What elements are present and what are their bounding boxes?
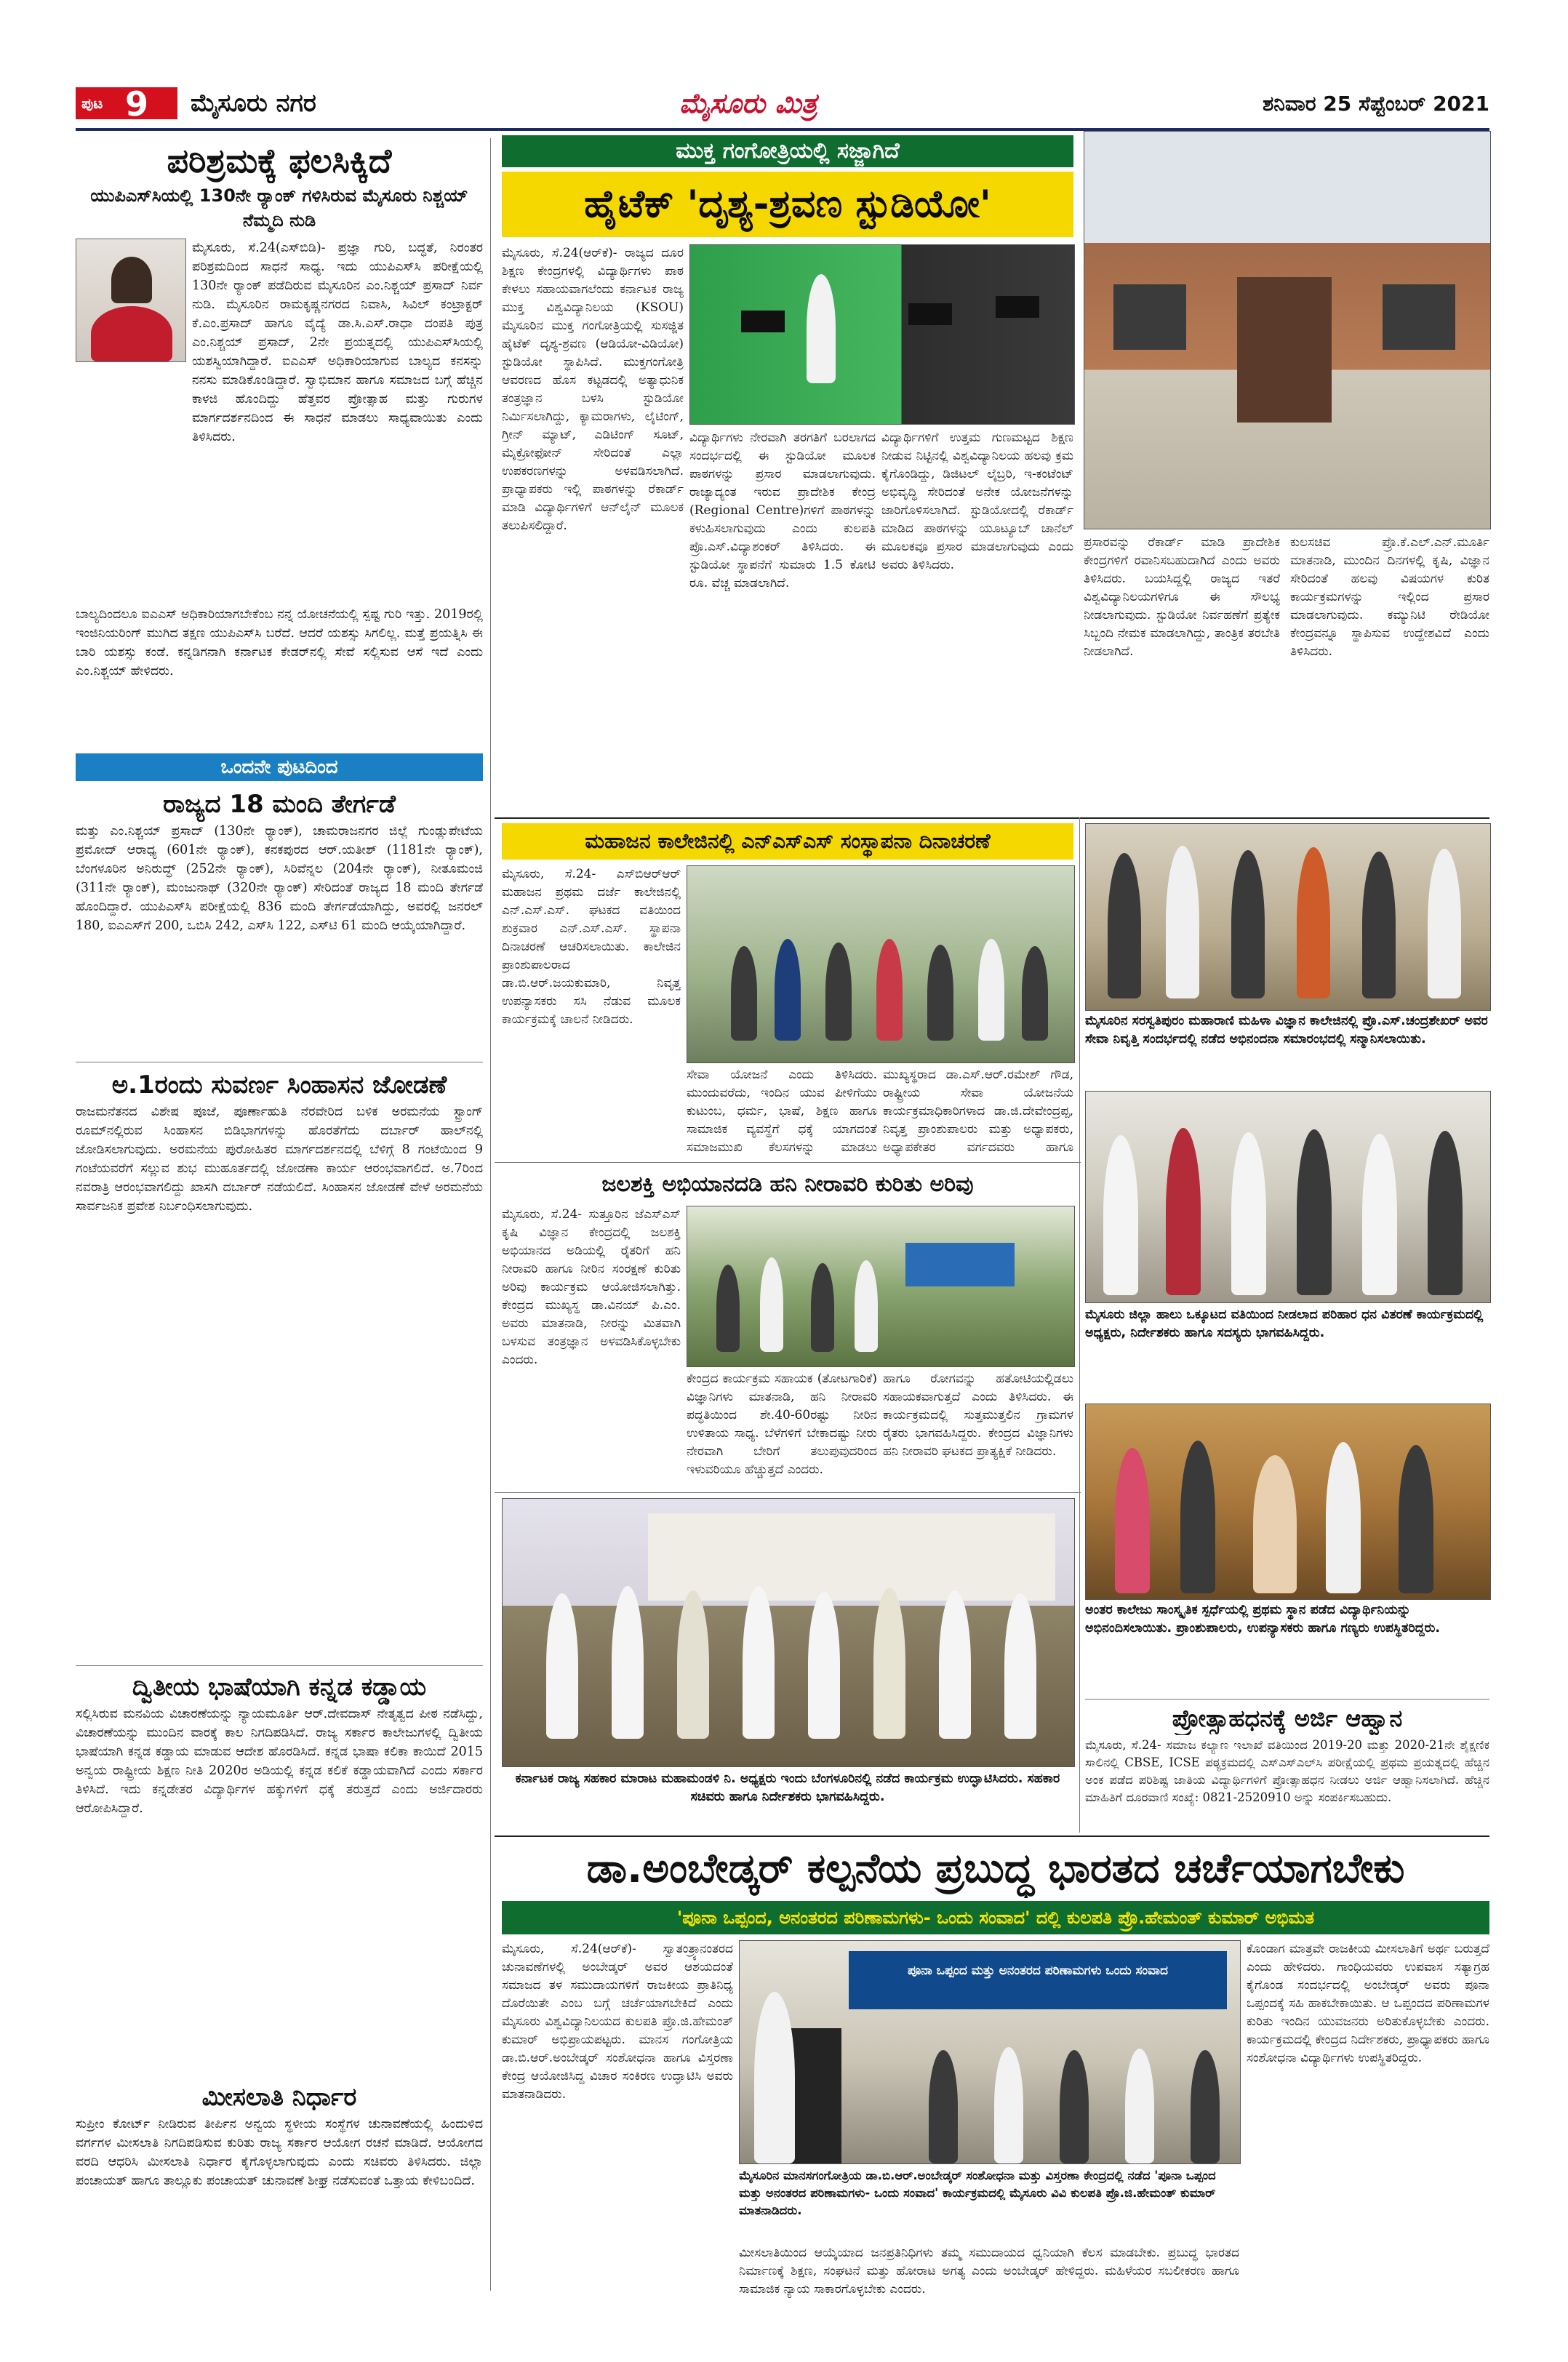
portrait-body — [91, 306, 172, 361]
paper-name: ಮೈಸೂರು ಮಿತ್ರ — [679, 87, 817, 119]
felicitation-person — [1103, 1135, 1138, 1295]
coop-photo — [502, 1498, 1075, 1767]
jal-person — [811, 1263, 834, 1352]
ambedkar-banner-text: ಪೂನಾ ಒಪ್ಪಂದ ಮತ್ತು ಅನಂತರದ ಪರಿಣಾಮಗಳು ಒಂದು ಸಂವಾದ — [908, 1963, 1168, 1978]
article-roster-body: ಸುಪ್ರೀಂ ಕೋರ್ಟ್ ನೀಡಿರುವ ತೀರ್ಪಿನ ಅನ್ವಯ ಸ್ಥಳೀಯ ಸಂಸ್ಥೆಗಳ ಚುನಾವಣೆಯಲ್ಲಿ ಹಿಂದುಳಿದ ವರ್ಗಗಳ ಮೀಸಲಾತಿ ನಿಗದಿಪಡಿಸುವ ಕುರಿತು ರಾಜ್ಯ ಸರ್ಕಾರ ಆಯೋಗ ರಚನೆ ಮಾಡಿದೆ. ಆಯೋಗದ ವರದಿ ಆಧರಿಸಿ ಮೀಸಲಾತಿ ನಿರ್ಧಾರ ಕೈಗೊಳ್ಳಲಾಗುವುದು ಎಂದು ಸಚಿವರು ತಿಳಿಸಿದರು. ಜಿಲ್ಲಾ ಪಂಚಾಯತ್ ಹಾಗೂ ತಾಲ್ಲೂಕು ಪಂಚಾಯತ್ ಚುನಾವಣೆ ಶೀಘ್ರ ನಡೆಸುವಂತೆ ಒತ್ತಾಯ ಕೇಳಿಬಂದಿದೆ. — [76, 2117, 483, 2188]
ambedkar-headline: ಡಾ.ಅಂಬೇಡ್ಕರ್ ಕಲ್ಪನೆಯ ಪ್ರಬುದ್ಧ ಭಾರತದ ಚರ್ಚೆಯಾಗಬೇಕು — [586, 1845, 1405, 1892]
felicitation-person — [1231, 1132, 1266, 1295]
rule-before-ambedkar — [495, 1835, 1489, 1837]
rule-before-award — [1085, 1699, 1489, 1700]
studio-kicker-text: ಮುಕ್ತ ಗಂಗೋತ್ರಿಯಲ್ಲಿ ಸಜ್ಜಾಗಿದೆ — [676, 138, 900, 164]
felicitation-person — [1297, 847, 1330, 998]
article-roster — [76, 2080, 483, 2289]
article-kannada-headline: ದ್ವಿತೀಯ ಭಾಷೆಯಾಗಿ ಕನ್ನಡ ಕಡ್ಡಾಯ — [132, 1673, 427, 1702]
studio-body-left: ಮೈಸೂರು, ಸೆ.24(ಆರ್‌ಕೆ)- ರಾಜ್ಯದ ದೂರ ಶಿಕ್ಷಣ ಕೇಂದ್ರಗಳಲ್ಲಿ ವಿದ್ಯಾರ್ಥಿಗಳು ಪಾಠ ಕೇಳಲು ಸಹಾಯವಾಗಲೆಂದು ಕರ್ನಾಟಕ ರಾಜ್ಯ ಮುಕ್ತ ವಿಶ್ವವಿದ್ಯಾನಿಲಯ (KSOU) ಮೈಸೂರಿನ ಮುಕ್ತ ಗಂಗೋತ್ರಿಯಲ್ಲಿ ಸುಸಜ್ಜಿತ ಹೈಟೆಕ್ ದೃಶ್ಯ-ಶ್ರವಣ (ಆಡಿಯೋ-ವಿಡಿಯೋ) ಸ್ಟುಡಿಯೋ ಸ್ಥಾಪಿಸಿದೆ. ಮುಕ್ತಗಂಗೋತ್ರಿ ಆವರಣದ ಹೊಸ ಕಟ್ಟಡದಲ್ಲಿ ಅತ್ಯಾಧುನಿಕ ತಂತ್ರಜ್ಞಾನ ಬಳಸಿ ಸ್ಟುಡಿಯೋ ನಿರ್ಮಿಸಲಾಗಿದ್ದು, ಕ್ಯಾಮರಾಗಳು, ಲೈಟಿಂಗ್, ಗ್ರೀನ್ ಮ್ಯಾಟ್, ಎಡಿಟಿಂಗ್ ಸೂಟ್, ಮೈಕ್ರೋಫೋನ್ ಸೇರಿದಂತೆ ಎಲ್ಲಾ ಉಪಕರಣಗಳನ್ನು ಅಳವಡಿಸಲಾಗಿದೆ. ಪ್ರಾಧ್ಯಾಪಕರು ಇಲ್ಲಿ ಪಾಠಗಳನ್ನು ರೆಕಾರ್ಡ್ ಮಾಡಿ ವಿದ್ಯಾರ್ಥಿಗಳಿಗೆ ಆನ್‌ಲೈನ್ ಮೂಲಕ ತಲುಪಿಸಲಿದ್ದಾರೆ. — [502, 246, 684, 533]
jal-body-mid: ಕೇಂದ್ರದ ಕಾರ್ಯಕ್ರಮ ಸಹಾಯಕ (ತೋಟಗಾರಿಕೆ) ವಿಜ್ಞಾನಿಗಳು ಮಾತನಾಡಿ, ಹನಿ ನೀರಾವರಿ ಪದ್ಧತಿಯಿಂದ ಶೇ.40-60ರಷ್ಟು ನೀರಿನ ಉಳಿತಾಯ ಸಾಧ್ಯ. ಬೆಳೆಗಳಿಗೆ ಬೇಕಾದಷ್ಟು ನೀರು ನೇರವಾಗಿ ಬೇರಿಗೆ ತಲುಪುವುದರಿಂದ ಇಳುವರಿಯೂ ಹೆಚ್ಚುತ್ತದೆ ಎಂದರು. — [687, 1372, 877, 1477]
ambedkar-photo-caption: ಮೈಸೂರಿನ ಮಾನಸಗಂಗೋತ್ರಿಯ ಡಾ.ಬಿ.ಆರ್.ಅಂಬೇಡ್ಕರ್ ಸಂಶೋಧನಾ ಮತ್ತು ವಿಸ್ತರಣಾ ಕೇಂದ್ರದಲ್ಲಿ ನಡೆದ 'ಪೂನಾ ಒಪ್ಪಂದ ಮತ್ತು ಅನಂತರದ ಪರಿಣಾಮಗಳು- ಒಂದು ಸಂವಾದ' ಕಾರ್ಯಕ್ರಮದಲ್ಲಿ ಮೈಸೂರು ವಿವಿ ಕುಲಪತಿ ಪ್ರೊ.ಜಿ.ಹೇಮಂತ್ ಕುಮಾರ್ ಮಾತನಾಡಿದರು. — [739, 2169, 1216, 2217]
studio-body-far: ಪ್ರಸಾರವನ್ನು ರೆಕಾರ್ಡ್ ಮಾಡಿ ಪ್ರಾದೇಶಿಕ ಕೇಂದ್ರಗಳಿಗೆ ರವಾನಿಸಬಹುದಾಗಿದೆ ಎಂದು ಅವರು ತಿಳಿಸಿದರು. ಬಯಸಿದ್ದಲ್ಲಿ ರಾಜ್ಯದ ಇತರೆ ವಿಶ್ವವಿದ್ಯಾನಿಲಯಗಳಿಗೂ ಈ ಸೌಲಭ್ಯ ನೀಡಲಾಗುವುದು. ಸ್ಟುಡಿಯೋ ನಿರ್ವಹಣೆಗೆ ಪ್ರತ್ಯೇಕ ಸಿಬ್ಬಂದಿ ನೇಮಕ ಮಾಡಲಾಗಿದ್ದು, ತಾಂತ್ರಿಕ ತರಬೇತಿ ನೀಡಲಾಗಿದೆ. — [1084, 535, 1280, 659]
article-kannada-body: ಸಲ್ಲಿಸಿರುವ ಮನವಿಯ ವಿಚಾರಣೆಯನ್ನು ನ್ಯಾಯಮೂರ್ತಿ ಆರ್.ದೇವದಾಸ್ ನೇತೃತ್ವದ ಪೀಠ ನಡೆಸಿದ್ದು, ವಿಚಾರಣೆಯನ್ನು ಮುಂದಿನ ವಾರಕ್ಕೆ ಕಾಲ ನಿಗದಿಪಡಿಸಿದೆ. ರಾಜ್ಯ ಸರ್ಕಾರ ಕಾಲೇಜುಗಳಲ್ಲಿ ದ್ವಿತೀಯ ಭಾಷೆಯಾಗಿ ಕನ್ನಡ ಕಡ್ಡಾಯ ಮಾಡುವ ಆದೇಶ ಹೊರಡಿಸಿದೆ. ಕನ್ನಡ ಭಾಷಾ ಕಲಿಕಾ ಕಾಯಿದೆ 2015 ಅನ್ವಯ ರಾಷ್ಟ್ರೀಯ ಶಿಕ್ಷಣ ನೀತಿ 2020ರ ಅಡಿಯಲ್ಲಿ ಕನ್ನಡ ಕಲಿಕೆ ಕಡ್ಡಾಯವಾಗಿದೆ ಎಂದು ಸರ್ಕಾರ ತಿಳಿಸಿದೆ. ಇದು ಕನ್ನಡೇತರ ವಿದ್ಯಾರ್ಥಿಗಳ ಹಕ್ಕುಗಳಿಗೆ ಧಕ್ಕೆ ತರುತ್ತದೆ ಎಂದು ಅರ್ಜಿದಾರರು ಆರೋಪಿಸಿದ್ದಾರೆ. — [76, 1707, 483, 1816]
studio-camera-1 — [741, 311, 785, 332]
studio-camera-2 — [908, 303, 952, 325]
jal-headline: ಜಲಶಕ್ತಿ ಅಭಿಯಾನದಡಿ ಹನಿ ನೀರಾವರಿ ಕುರಿತು ಅರಿವು — [601, 1172, 974, 1197]
ranker-portrait — [76, 239, 186, 362]
felicitation-person — [1180, 1441, 1215, 1593]
felicitation-person — [1297, 1129, 1332, 1295]
felicitation-caption-1: ಮೈಸೂರಿನ ಸರಸ್ವತಿಪುರಂ ಮಹಾರಾಣಿ ಮಹಿಳಾ ವಿಜ್ಞಾನ ಕಾಲೇಜಿನಲ್ಲಿ ಪ್ರೊ.ಎಸ್.ಚಂದ್ರಶೇಖರ್ ಅವರ ಸೇವಾ ನಿವೃತ್ತಿ ಸಂದರ್ಭದಲ್ಲಿ ನಡೆದ ಅಭಿನಂದನಾ ಸಮಾರಂಭದಲ್ಲಿ ಸನ್ಮಾನಿಸಲಾಯಿತು. — [1085, 1014, 1488, 1046]
rule-under-nss — [495, 1162, 1081, 1163]
jal-body-right: ಹಾಗೂ ರೋಗವನ್ನು ಹತೋಟಿಯಲ್ಲಿಡಲು ಸಹಾಯಕವಾಗುತ್ತದೆ ಎಂದು ತಿಳಿಸಿದರು. ಈ ಕಾರ್ಯಕ್ರಮದಲ್ಲಿ ಸುತ್ತಮುತ್ತಲಿನ ಗ್ರಾಮಗಳ ರೈತರು ಭಾಗವಹಿಸಿದ್ದರು. ಕೇಂದ್ರದ ವಿಜ್ಞಾನಿಗಳು ಹನಿ ನೀರಾವರಿ ಘಟಕದ ಪ್ರಾತ್ಯಕ್ಷಿಕೆ ನೀಡಿದರು. — [883, 1372, 1073, 1459]
nss-headline-box — [502, 823, 1073, 860]
studio-body-far2: ಕುಲಸಚಿವ ಪ್ರೊ.ಕೆ.ಎಲ್.ಎನ್.ಮೂರ್ತಿ ಮಾತನಾಡಿ, ಮುಂದಿನ ದಿನಗಳಲ್ಲಿ ಕೃಷಿ, ವಿಜ್ಞಾನ ಸೇರಿದಂತೆ ಹಲವು ವಿಷಯಗಳ ಕುರಿತ ಕಾರ್ಯಕ್ರಮಗಳನ್ನು ಇಲ್ಲಿಂದ ಪ್ರಸಾರ ಮಾಡಲಾಗುವುದು. ಕಮ್ಯುನಿಟಿ ರೇಡಿಯೋ ಕೇಂದ್ರವನ್ನೂ ಸ್ಥಾಪಿಸುವ ಉದ್ದೇಶವಿದೆ ಎಂದು ತಿಳಿಸಿದರು. — [1290, 535, 1489, 659]
article-ranker-body-bottom: ಬಾಲ್ಯದಿಂದಲೂ ಐಎಎಸ್ ಅಧಿಕಾರಿಯಾಗಬೇಕೆಂಬ ನನ್ನ ಯೋಚನೆಯಲ್ಲಿ ಸ್ಪಷ್ಟ ಗುರಿ ಇತ್ತು. 2019ರಲ್ಲಿ ಇಂಜಿನಿಯರಿಂಗ್ ಮುಗಿದ ತಕ್ಷಣ ಯುಪಿಎಸ್‌ಸಿ ಬರೆದೆ. ಆದರೆ ಯಶಸ್ಸು ಸಿಗಲಿಲ್ಲ. ಮತ್ತೆ ಪ್ರಯತ್ನಿಸಿ ಈ ಬಾರಿ ಯಶಸ್ಸು ಕಂಡೆ. ಕನ್ನಡಿಗನಾಗಿ ಕರ್ನಾಟಕ ಕೇಡರ್‌ನಲ್ಲಿ ಸೇವೆ ಸಲ್ಲಿಸುವ ಆಸೆ ಇದೆ ಎಂದು ಎಂ.ನಿಶ್ಚಯ್ ಹೇಳಿದರು. — [76, 607, 483, 678]
article-ranker — [76, 138, 483, 787]
coop-caption: ಕರ್ನಾಟಕ ರಾಜ್ಯ ಸಹಕಾರ ಮಾರಾಟ ಮಹಾಮಂಡಳಿ ನಿ. ಅಧ್ಯಕ್ಷರು ಇಂದು ಬೆಂಗಳೂರಿನಲ್ಲಿ ನಡೆದ ಕಾರ್ಯಕ್ರಮ ಉದ್ಘಾಟಿಸಿದರು. ಸಹಕಾರ ಸಚಿವರು ಹಾಗೂ ನಿರ್ದೇಶಕರು ಭಾಗವಹಿಸಿದ್ದರು. — [515, 1772, 1060, 1804]
felicitation-caption-2: ಮೈಸೂರು ಜಿಲ್ಲಾ ಹಾಲು ಒಕ್ಕೂಟದ ವತಿಯಿಂದ ನೀಡಲಾದ ಪರಿಹಾರ ಧನ ವಿತರಣೆ ಕಾರ್ಯಕ್ರಮದಲ್ಲಿ ಅಧ್ಯಕ್ಷರು, ನಿರ್ದೇಶಕರು ಹಾಗೂ ಸದಸ್ಯರು ಭಾಗವಹಿಸಿದ್ದರು. — [1085, 1308, 1484, 1340]
coop-stage-banner — [648, 1513, 1055, 1601]
felicitation-person — [1115, 1448, 1150, 1593]
ambedkar-person — [1191, 2050, 1220, 2163]
felicitation-person — [1428, 849, 1461, 998]
building-window-right — [1383, 284, 1455, 350]
nss-body-right: ಮುಖ್ಯಸ್ಥರಾದ ಡಾ.ಎಸ್.ಆರ್.ರಮೇಶ್ ಗೌಡ, ರಾಷ್ಟ್ರೀಯ ಸೇವಾ ಯೋಜನೆಯ ಕಾರ್ಯಕ್ರಮಾಧಿಕಾರಿಗಳಾದ ಡಾ.ಜಿ.ದೇವೇಂದ್ರಪ್ಪ, ನಿವೃತ್ತ ಪ್ರಾಂಶುಪಾಲರು ಮತ್ತು ಅಧ್ಯಾಪಕರು, ಅಧ್ಯಾಪಕೇತರ ವರ್ಗದವರು ಹಾಗೂ — [883, 1068, 1073, 1155]
rule-under-jal — [495, 1492, 1081, 1493]
ambedkar-body-right: ಕೊಂಡಾಗ ಮಾತ್ರವೇ ರಾಜಕೀಯ ಮೀಸಲಾತಿಗೆ ಅರ್ಥ ಬರುತ್ತದೆ ಎಂದು ಹೇಳಿದರು. ಗಾಂಧಿಯವರು ಉಪವಾಸ ಸತ್ಯಾಗ್ರಹ ಕೈಗೊಂಡ ಸಂದರ್ಭದಲ್ಲಿ ಅಂಬೇಡ್ಕರ್ ಅವರು ಪೂನಾ ಒಪ್ಪಂದಕ್ಕೆ ಸಹಿ ಹಾಕಬೇಕಾಯಿತು. ಆ ಒಪ್ಪಂದದ ಪರಿಣಾಮಗಳ ಕುರಿತು ಇಂದಿನ ಯುವಜನರು ಅರಿತುಕೊಳ್ಳಬೇಕು ಎಂದರು. ಕಾರ್ಯಕ್ರಮದಲ್ಲಿ ಕೇಂದ್ರದ ನಿರ್ದೇಶಕರು, ಪ್ರಾಧ್ಯಾಪಕರು ಹಾಗೂ ಸಂಶೋಧನಾ ವಿದ್ಯಾರ್ಥಿಗಳು ಉಪಸ್ಥಿತರಿದ್ದರು. — [1247, 1942, 1489, 2065]
studio-camera-3 — [996, 296, 1039, 318]
felicitation-person — [1362, 852, 1396, 998]
article-roster-headline: ಮೀಸಲಾತಿ ನಿರ್ಧಾರ — [201, 2083, 357, 2112]
portrait-head — [111, 257, 152, 303]
ambedkar-banner — [849, 1951, 1227, 2009]
felicitation-photo-2 — [1085, 1091, 1491, 1303]
jal-body-left: ಮೈಸೂರು, ಸೆ.24- ಸುತ್ತೂರಿನ ಜೆಎಸ್‌ಎಸ್ ಕೃಷಿ ವಿಜ್ಞಾನ ಕೇಂದ್ರದಲ್ಲಿ ಜಲಶಕ್ತಿ ಅಭಿಯಾನದ ಅಡಿಯಲ್ಲಿ ರೈತರಿಗೆ ಹನಿ ನೀರಾವರಿ ಹಾಗೂ ನೀರಿನ ಸಂರಕ್ಷಣೆ ಕುರಿತು ಅರಿವು ಕಾರ್ಯಕ್ರಮ ಆಯೋಜಿಸಲಾಗಿತ್ತು. ಕೇಂದ್ರದ ಮುಖ್ಯಸ್ಥ ಡಾ.ವಿನಯ್ ಪಿ.ಎಂ. ಅವರು ಮಾತನಾಡಿ, ನೀರನ್ನು ಮಿತವಾಗಿ ಬಳಸುವ ತಂತ್ರಜ್ಞಾನ ಅಳವಡಿಸಿಕೊಳ್ಳಬೇಕು ಎಂದರು. — [502, 1207, 681, 1367]
nss-person — [775, 939, 801, 1041]
rule-before-kannada — [76, 1665, 483, 1666]
article-ranks — [76, 787, 483, 1054]
nss-person — [876, 939, 903, 1041]
felicitation-person — [1108, 853, 1141, 998]
nss-body-left: ಮೈಸೂರು, ಸೆ.24- ಎಸ್‌ಬಿಆರ್‌ಆರ್ ಮಹಾಜನ ಪ್ರಥಮ ದರ್ಜೆ ಕಾಲೇಜಿನಲ್ಲಿ ಎನ್.ಎಸ್.ಎಸ್. ಘಟಕದ ವತಿಯಿಂದ ಶುಕ್ರವಾರ ಎನ್.ಎಸ್.ಎಸ್. ಸ್ಥಾಪನಾ ದಿನಾಚರಣೆ ಆಚರಿಸಲಾಯಿತು. ಕಾಲೇಜಿನ ಪ್ರಾಂಶುಪಾಲರಾದ ಡಾ.ಬಿ.ಆರ್.ಜಯಕುಮಾರಿ, ನಿವೃತ್ತ ಉಪನ್ಯಾಸಕರು ಸಸಿ ನೆಡುವ ಮೂಲಕ ಕಾರ್ಯಕ್ರಮಕ್ಕೆ ಚಾಲನೆ ನೀಡಿದರು. — [502, 867, 681, 1027]
felicitation-photo-1 — [1085, 823, 1491, 1011]
article-ranker-body-top: ಮೈಸೂರು, ಸೆ.24(ಎಸ್‌ಬಿಡಿ)- ಪ್ರಜ್ಞಾ ಗುರಿ, ಬದ್ಧತೆ, ನಿರಂತರ ಪರಿಶ್ರಮದಿಂದ ಸಾಧನೆ ಸಾಧ್ಯ. ಇದು ಯುಪಿಎಸ್‌ಸಿ ಪರೀಕ್ಷೆಯಲ್ಲಿ 130ನೇ ರ್‍ಯಾಂಕ್ ಪಡೆದಿರುವ ಮೈಸೂರಿನ ಎಂ.ನಿಶ್ಚಯ್ ಪ್ರಸಾದ್ ನಿರ್ವ ನುಡಿ. ಮೈಸೂರಿನ ರಾಮಕೃಷ್ಣನಗರದ ನಿವಾಸಿ, ಸಿವಿಲ್ ಕಂಟ್ರಾಕ್ಟರ್ ಕೆ.ಎಂ.ಪ್ರಸಾದ್ ಹಾಗೂ ವೈದ್ಯೆ ಡಾ.ಸಿ.ಎಸ್.ರಾಧಾ ದಂಪತಿ ಪುತ್ರ ಎಂ.ನಿಶ್ಚಯ್ ಪ್ರಸಾದ್, 2ನೇ ಪ್ರಯತ್ನದಲ್ಲಿ ಯುಪಿಎಸ್‌ಸಿಯಲ್ಲಿ ಯಶಸ್ವಿಯಾಗಿದ್ದಾರೆ. ಐಎಎಸ್ ಅಧಿಕಾರಿಯಾಗುವ ಬಾಲ್ಯದ ಕನಸನ್ನು ನನಸು ಮಾಡಿಕೊಂಡಿದ್ದಾರೆ. ಸ್ವಾಭಿಮಾನ ಹಾಗೂ ಸಮಾಜದ ಬಗ್ಗೆ ಹೆಚ್ಚಿನ ಕಾಳಜಿ ಹೊಂದಿದ್ದು ಹೆತ್ತವರ ಪ್ರೋತ್ಸಾಹ ಮತ್ತು ಗುರುಗಳ ಮಾರ್ಗದರ್ಶನದಿಂದ ಈ ಸಾಧನೆ ಮಾಡಲು ಸಾಧ್ಯವಾಯಿತು ಎಂದು ತಿಳಿಸಿದರು. — [192, 241, 483, 444]
article-ranks-headline: ರಾಜ್ಯದ 18 ಮಂದಿ ತೇರ್ಗಡೆ — [163, 790, 396, 819]
felicitation-person — [1399, 1445, 1433, 1593]
ambedkar-person — [1125, 2049, 1154, 2163]
masthead — [76, 86, 1489, 124]
article-throne-body: ರಾಜಮನೆತನದ ವಿಶೇಷ ಪೂಜೆ, ಪೂರ್ಣಾಹುತಿ ನೆರವೇರಿದ ಬಳಿಕ ಅರಮನೆಯ ಸ್ಟ್ರಾಂಗ್ ರೂಮ್‌ನಲ್ಲಿರುವ ಸಿಂಹಾಸನ ಬಿಡಿಭಾಗಗಳನ್ನು ಹೊರತೆಗೆದು ದರ್ಬಾರ್ ಹಾಲ್‌ನಲ್ಲಿ ಜೋಡಿಸಲಾಗುವುದು. ಅರಮನೆಯ ಪುರೋಹಿತರ ಮಾರ್ಗದರ್ಶನದಲ್ಲಿ ಬೆಳಿಗ್ಗೆ 8 ಗಂಟೆಯಿಂದ 9 ಗಂಟೆಯವರೆಗೆ ಸಲ್ಲುವ ಶುಭ ಮುಹೂರ್ತದಲ್ಲಿ ಜೋಡಣಾ ಕಾರ್ಯ ಆರಂಭವಾಗಲಿದೆ. ಅ.7ರಿಂದ ನವರಾತ್ರಿ ಆರಂಭವಾಗಲಿದ್ದು ಖಾಸಗಿ ದರ್ಬಾರ್ ನಡೆಯಲಿದೆ. ಸಿಂಹಾಸನ ಜೋಡಣೆ ವೇಳೆ ಅರಮನೆಯ ಸಾರ್ವಜನಿಕ ಪ್ರವೇಶ ನಿರ್ಬಂಧಿಸಲಾಗುವುದು. — [76, 1105, 483, 1214]
coop-person — [743, 1586, 775, 1739]
coop-person — [612, 1586, 644, 1739]
article-throne — [76, 1068, 483, 1655]
jal-photo — [687, 1206, 1075, 1367]
nss-photo — [687, 865, 1075, 1063]
ambedkar-body-bottom: ಮೀಸಲಾತಿಯಿಂದ ಆಯ್ಕೆಯಾದ ಜನಪ್ರತಿನಿಧಿಗಳು ತಮ್ಮ ಸಮುದಾಯದ ಧ್ವನಿಯಾಗಿ ಕೆಲಸ ಮಾಡಬೇಕು. ಪ್ರಬುದ್ಧ ಭಾರತದ ನಿರ್ಮಾಣಕ್ಕೆ ಶಿಕ್ಷಣ, ಸಂಘಟನೆ ಮತ್ತು ಹೋರಾಟ ಅಗತ್ಯ ಎಂದು ಅಂಬೇಡ್ಕರ್ ಹೇಳಿದ್ದರು. ಮಹಿಳೆಯರ ಸಬಲೀಕರಣ ಹಾಗೂ ಸಾಮಾಜಿಕ ನ್ಯಾಯ ಸಾಕಾರಗೊಳ್ಳಬೇಕು ಎಂದರು. — [739, 2246, 1239, 2297]
jal-banner — [905, 1243, 1015, 1286]
coop-person — [546, 1593, 578, 1739]
col-divider-2 — [1079, 817, 1080, 1833]
coop-person — [939, 1590, 971, 1739]
felicitation-person — [1231, 850, 1265, 998]
article-kannada — [76, 1670, 483, 2075]
felicitation-photo-3 — [1085, 1404, 1491, 1600]
rule-under-studio — [495, 817, 1489, 819]
studio-headline: ಹೈಟೆಕ್ 'ದೃಶ್ಯ-ಶ್ರವಣ ಸ್ಟುಡಿಯೋ' — [584, 183, 991, 226]
jal-person — [716, 1265, 740, 1352]
felicitation-person — [1166, 1128, 1201, 1295]
page-number: 9 — [125, 84, 149, 124]
ambedkar-body-left: ಮೈಸೂರು, ಸೆ.24(ಆರ್‌ಕೆ)- ಸ್ವಾತಂತ್ರ್ಯಾನಂತರದ ಚುನಾವಣೆಗಳಲ್ಲಿ ಅಂಬೇಡ್ಕರ್ ಅವರ ಆಶಯದಂತೆ ಸಮಾಜದ ತಳ ಸಮುದಾಯಗಳಿಗೆ ರಾಜಕೀಯ ಪ್ರಾತಿನಿಧ್ಯ ದೊರೆಯಿತೇ ಎಂಬ ಬಗ್ಗೆ ಚರ್ಚೆಯಾಗಬೇಕಿದೆ ಎಂದು ಮೈಸೂರು ವಿಶ್ವವಿದ್ಯಾನಿಲಯದ ಕುಲಪತಿ ಪ್ರೊ.ಜಿ.ಹೇಮಂತ್ ಕುಮಾರ್ ಅಭಿಪ್ರಾಯಪಟ್ಟರು. ಮಾನಸ ಗಂಗೋತ್ರಿಯ ಡಾ.ಬಿ.ಆರ್.ಅಂಬೇಡ್ಕರ್ ಸಂಶೋಧನಾ ಹಾಗೂ ವಿಸ್ತರಣಾ ಕೇಂದ್ರ ಆಯೋಜಿಸಿದ್ದ ವಿಚಾರ ಸಂಕಿರಣ ಉದ್ಘಾಟಿಸಿ ಅವರು ಮಾತನಾಡಿದರು. — [502, 1942, 733, 2102]
ambedkar-person — [1060, 2050, 1089, 2163]
studio-body-right: ವಿದ್ಯಾರ್ಥಿಗಳಿಗೆ ಉತ್ತಮ ಗುಣಮಟ್ಟದ ಶಿಕ್ಷಣ ನೀಡುವ ನಿಟ್ಟಿನಲ್ಲಿ ವಿಶ್ವವಿದ್ಯಾನಿಲಯ ಹಲವು ಕ್ರಮ ಕೈಗೊಂಡಿದ್ದು, ಡಿಜಿಟಲ್ ಲೈಬ್ರರಿ, ಇ-ಕಂಟೆಂಟ್ ಅಭಿವೃದ್ಧಿ ಸೇರಿದಂತೆ ಅನೇಕ ಯೋಜನೆಗಳನ್ನು ಜಾರಿಗೊಳಿಸಲಾಗಿದೆ. ಸ್ಟುಡಿಯೋದಲ್ಲಿ ರೆಕಾರ್ಡ್ ಮಾಡಿದ ಪಾಠಗಳನ್ನು ಯೂಟ್ಯೂಬ್ ಚಾನೆಲ್ ಮೂಲಕವೂ ಪ್ರಸಾರ ಮಾಡಲಾಗುವುದು ಎಂದು ಅವರು ತಿಳಿಸಿದರು. — [881, 431, 1073, 572]
studio-presenter — [807, 274, 836, 383]
nss-person — [978, 939, 1004, 1041]
studio-headline-box — [502, 172, 1073, 237]
nss-person — [825, 942, 852, 1041]
jal-person — [760, 1257, 783, 1352]
section-label: ಮೈಸೂರು ನಗರ — [191, 89, 316, 118]
kicker-from-page-one-text: ಒಂದನೇ ಪುಟದಿಂದ — [220, 756, 338, 778]
article-ranker-subhead: ಯುಪಿಎಸ್‌ಸಿಯಲ್ಲಿ 130ನೇ ರ್‍ಯಾಂಕ್ ಗಳಿಸಿರುವ ಮೈಸೂರು ನಿಶ್ಚಯ್ ನೆಮ್ಮದಿ ನುಡಿ — [90, 185, 468, 231]
article-throne-headline: ಅ.1ರಂದು ಸುವರ್ಣ ಸಿಂಹಾಸನ ಜೋಡಣೆ — [111, 1070, 447, 1100]
felicitation-person — [1362, 1134, 1397, 1295]
award-body: ಮೈಸೂರು, ಸೆ.24- ಸಮಾಜ ಕಲ್ಯಾಣ ಇಲಾಖೆ ವತಿಯಿಂದ 2019-20 ಮತ್ತು 2020-21ನೇ ಶೈಕ್ಷಣಿಕ ಸಾಲಿನಲ್ಲಿ CBSE, ICSE ಪಠ್ಯಕ್ರಮದಲ್ಲಿ ಎಸ್‌ಎಸ್‌ಎಲ್‌ಸಿ ಪರೀಕ್ಷೆಯಲ್ಲಿ ಪ್ರಥಮ ಪ್ರಯತ್ನದಲ್ಲಿ ಹೆಚ್ಚಿನ ಅಂಕ ಪಡೆದ ಪರಿಶಿಷ್ಟ ಜಾತಿಯ ವಿದ್ಯಾರ್ಥಿಗಳಿಗೆ ಪ್ರೋತ್ಸಾಹಧನ ನೀಡಲು ಅರ್ಜಿ ಆಹ್ವಾನಿಸಲಾಗಿದೆ. ಹೆಚ್ಚಿನ ಮಾಹಿತಿಗೆ ದೂರವಾಣಿ ಸಂಖ್ಯೆ: 0821-2520910 ಅನ್ನು ಸಂಪರ್ಕಿಸಬಹುದು. — [1085, 1738, 1489, 1804]
speaker — [754, 1992, 795, 2163]
kicker-from-page-one — [76, 753, 483, 781]
ambedkar-subhead: 'ಪೂನಾ ಒಪ್ಪಂದ, ಅನಂತರದ ಪರಿಣಾಮಗಳು- ಒಂದು ಸಂವಾದ' ದಲ್ಲಿ ಕುಲಪತಿ ಪ್ರೊ.ಹೇಮಂತ್ ಕುಮಾರ್ ಅಭಿಮತ — [676, 1907, 1315, 1928]
coop-person — [808, 1592, 840, 1739]
nss-headline: ಮಹಾಜನ ಕಾಲೇಜಿನಲ್ಲಿ ಎನ್‌ಎಸ್‌ಎಸ್ ಸಂಸ್ಥಾಪನಾ ದಿನಾಚರಣೆ — [585, 829, 991, 853]
studio-photo — [689, 244, 1075, 425]
ambedkar-subhead-box — [502, 1901, 1489, 1934]
article-ranks-body: ಮತ್ತು ಎಂ.ನಿಶ್ಚಯ್ ಪ್ರಸಾದ್ (130ನೇ ರ್‍ಯಾಂಕ್), ಚಾಮರಾಜನಗರ ಜಿಲ್ಲೆ ಗುಂಡ್ಲುಪೇಟೆಯ ಪ್ರಮೋದ್ ಆರಾಧ್ಯ (601ನೇ ರ್‍ಯಾಂಕ್), ಕನಕಪುರದ ಆರ್.ಯತೀಶ್ (1181ನೇ ರ್‍ಯಾಂಕ್), ಬೆಂಗಳೂರಿನ ಅನಿರುದ್ಧ್ (252ನೇ ರ್‍ಯಾಂಕ್), ಸಿರಿವೆನ್ನಲ (204ನೇ ರ್‍ಯಾಂಕ್), ನೀತೂಮಂಜಿ (311ನೇ ರ್‍ಯಾಂಕ್), ಮಂಜುನಾಥ್ (320ನೇ ರ್‍ಯಾಂಕ್) ಸೇರಿದಂತೆ ರಾಜ್ಯದ 18 ಮಂದಿ ತೇರ್ಗಡೆ ಹೊಂದಿದ್ದಾರೆ. ಯುಪಿಎಸ್‌ಸಿ ಪರೀಕ್ಷೆಯಲ್ಲಿ 836 ಮಂದಿ ತೇರ್ಗಡೆಯಾಗಿದ್ದು, ಅವರಲ್ಲಿ ಜನರಲ್ 180, ಐಎಎಸ್‌ಗೆ 200, ಒಬಿಸಿ 242, ಎಸ್‌ಸಿ 122, ಎಸ್‌ಟಿ 61 ಮಂದಿ ಆಯ್ಕೆಯಾಗಿದ್ದಾರೆ. — [76, 824, 483, 933]
ambedkar-person — [994, 2047, 1023, 2163]
studio-body-mid: ವಿದ್ಯಾರ್ಥಿಗಳು ನೇರವಾಗಿ ತರಗತಿಗೆ ಬರಲಾಗದ ಸಂದರ್ಭದಲ್ಲಿ ಈ ಸ್ಟುಡಿಯೋ ಮೂಲಕ ಪಾಠಗಳನ್ನು ಪ್ರಸಾರ ಮಾಡಲಾಗುವುದು. ರಾಜ್ಯಾದ್ಯಂತ ಇರುವ ಪ್ರಾದೇಶಿಕ ಕೇಂದ್ರ (Regional Centre)ಗಳಿಗೆ ಪಾಠಗಳನ್ನು ಕಳುಹಿಸಲಾಗುವುದು ಎಂದು ಕುಲಪತಿ ಪ್ರೊ.ಎಸ್.ವಿದ್ಯಾಶಂಕರ್ ತಿಳಿಸಿದರು. ಈ ಸ್ಟುಡಿಯೋ ಸ್ಥಾಪನೆಗೆ ಸುಮಾರು 1.5 ಕೋಟಿ ರೂ. ವೆಚ್ಚ ಮಾಡಲಾಗಿದೆ. — [689, 431, 876, 590]
building-window-left — [1113, 284, 1186, 350]
nss-body-mid: ಸೇವಾ ಯೋಜನೆ ಎಂದು ತಿಳಿಸಿದರು. ಮುಂದುವರೆದು, ಇಂದಿನ ಯುವ ಪೀಳಿಗೆಯು ಕುಟುಂಬ, ಧರ್ಮ, ಭಾಷೆ, ಶಿಕ್ಷಣ ಹಾಗೂ ಸಾಮಾಜಿಕ ವ್ಯವಸ್ಥೆಗೆ ಧಕ್ಕೆ ಯಾಗದಂತೆ ಸಮಾಜಮುಖಿ ಕೆಲಸಗಳನ್ನು ಮಾಡಲು — [687, 1068, 877, 1155]
coop-person — [873, 1588, 905, 1739]
ambedkar-photo — [739, 1940, 1241, 2164]
felicitation-person — [1428, 1131, 1463, 1295]
coop-person — [677, 1590, 709, 1739]
award-headline: ಪ್ರೋತ್ಸಾಹಧನಕ್ಕೆ ಅರ್ಜಿ ಆಹ್ವಾನ — [1172, 1705, 1403, 1732]
felicitation-person — [1253, 1455, 1297, 1593]
nss-person — [1022, 946, 1048, 1041]
building-door — [1237, 277, 1332, 423]
jal-person — [855, 1260, 878, 1352]
studio-kicker — [502, 135, 1073, 167]
page-label: ಪುಟ — [81, 95, 103, 112]
article-ranker-headline: ಪರಿಶ್ರಮಕ್ಕೆ ಫಲಸಿಕ್ಕಿದೆ — [167, 141, 392, 180]
felicitation-person — [1166, 846, 1199, 998]
page-number-box — [76, 84, 177, 124]
felicitation-caption-3: ಅಂತರ ಕಾಲೇಜು ಸಾಂಸ್ಕೃತಿಕ ಸ್ಪರ್ಧೆಯಲ್ಲಿ ಪ್ರಥಮ ಸ್ಥಾನ ಪಡೆದ ವಿದ್ಯಾರ್ಥಿನಿಯನ್ನು ಅಭಿನಂದಿಸಲಾಯಿತು. ಪ್ರಾಂಶುಪಾಲರು, ಉಪನ್ಯಾಸಕರು ಹಾಗೂ ಗಣ್ಯರು ಉಪಸ್ಥಿತರಿದ್ದರು. — [1085, 1603, 1441, 1636]
nss-person — [927, 945, 953, 1041]
coop-person — [1004, 1593, 1036, 1739]
felicitation-person — [1326, 1442, 1361, 1593]
issue-date: ಶನಿವಾರ 25 ಸೆಪ್ಟೆಂಬರ್ 2021 — [1262, 92, 1489, 116]
nss-person — [731, 946, 757, 1041]
col-divider-1 — [490, 138, 491, 2291]
ambedkar-person — [929, 2050, 958, 2163]
building-photo — [1084, 131, 1491, 529]
